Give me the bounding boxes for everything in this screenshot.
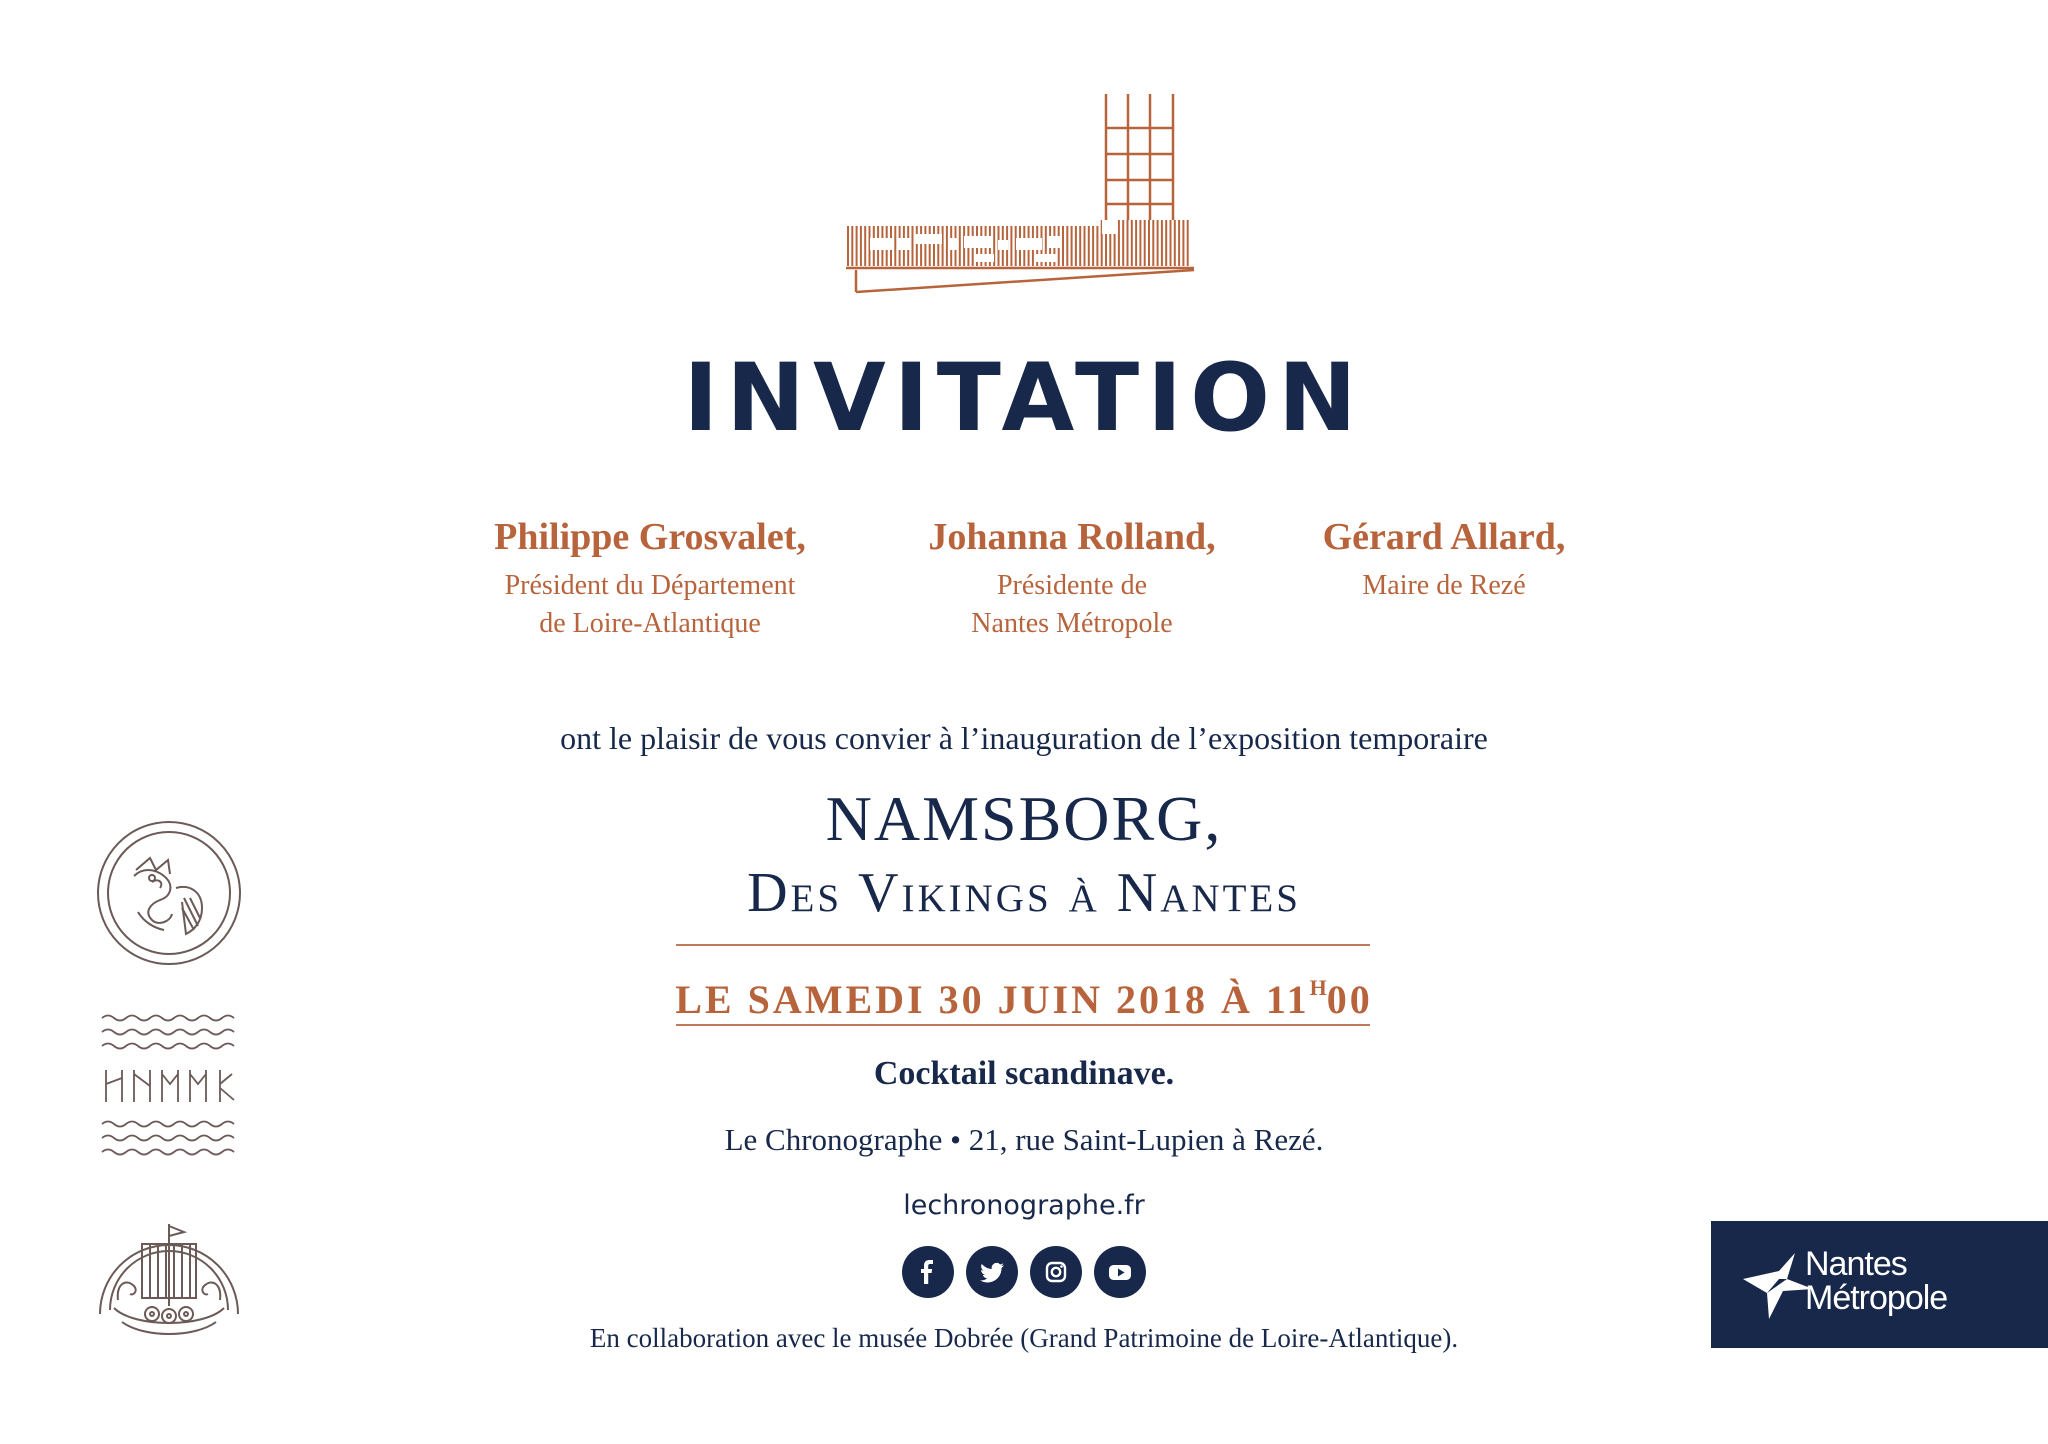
- invite-line: ont le plaisir de vous convier à l’inauguration de l’exposition temporaire: [560, 720, 1488, 756]
- event-date-minutes: 00: [1326, 977, 1373, 1022]
- host-role-line: de Loire-Atlantique: [539, 608, 761, 639]
- chronographe-building-logo: [840, 90, 1210, 300]
- dragon-emblem-icon: [94, 818, 244, 968]
- youtube-icon[interactable]: [1094, 1246, 1146, 1298]
- twitter-icon[interactable]: [966, 1246, 1018, 1298]
- facebook-icon[interactable]: [902, 1246, 954, 1298]
- host-role-line: Maire de Rezé: [1362, 570, 1526, 601]
- page-title: INVITATION: [683, 344, 1365, 453]
- website-link[interactable]: lechronographe.fr: [903, 1190, 1145, 1221]
- exhibition-title: NAMSBORG,: [825, 783, 1223, 854]
- nantes-metropole-wordmark: [1805, 1247, 1947, 1315]
- event-date-hour-mark: H: [1309, 975, 1327, 1000]
- divider-bottom: [676, 1024, 1370, 1026]
- venue-address: Le Chronographe • 21, rue Saint-Lupien à Rezé.: [724, 1122, 1324, 1157]
- host-block-grosvalet: [430, 515, 870, 643]
- host-role-line: Nantes Métropole: [971, 608, 1173, 639]
- host-role-line: Présidente de: [996, 570, 1148, 601]
- event-date: [0, 960, 2048, 1028]
- nm-line2: Métropole: [1805, 1279, 1948, 1317]
- host-role: [1224, 567, 1664, 605]
- collaboration-note: En collaboration avec le musée Dobrée (Grand Patrimoine de Loire-Atlantique).: [589, 1323, 1459, 1353]
- event-date-main: LE SAMEDI 30 JUIN 2018 À 11: [675, 977, 1310, 1022]
- viking-ship-emblem-icon: [94, 1204, 244, 1354]
- divider-top: [676, 944, 1370, 946]
- host-name: Johanna Rolland,: [928, 516, 1216, 558]
- host-block-allard: [1224, 515, 1664, 605]
- nantes-metropole-logo: [1711, 1221, 2048, 1348]
- nm-line1: Nantes: [1805, 1245, 1907, 1283]
- exhibition-subtitle: Des Vikings à Nantes: [747, 862, 1301, 924]
- host-name: Philippe Grosvalet,: [494, 516, 806, 558]
- host-role: [430, 567, 870, 643]
- host-role-line: Président du Département: [504, 570, 796, 601]
- runes-emblem-icon: [100, 1012, 240, 1162]
- instagram-icon[interactable]: [1030, 1246, 1082, 1298]
- cocktail-note: Cocktail scandinave.: [873, 1055, 1175, 1092]
- host-name: Gérard Allard,: [1322, 516, 1566, 558]
